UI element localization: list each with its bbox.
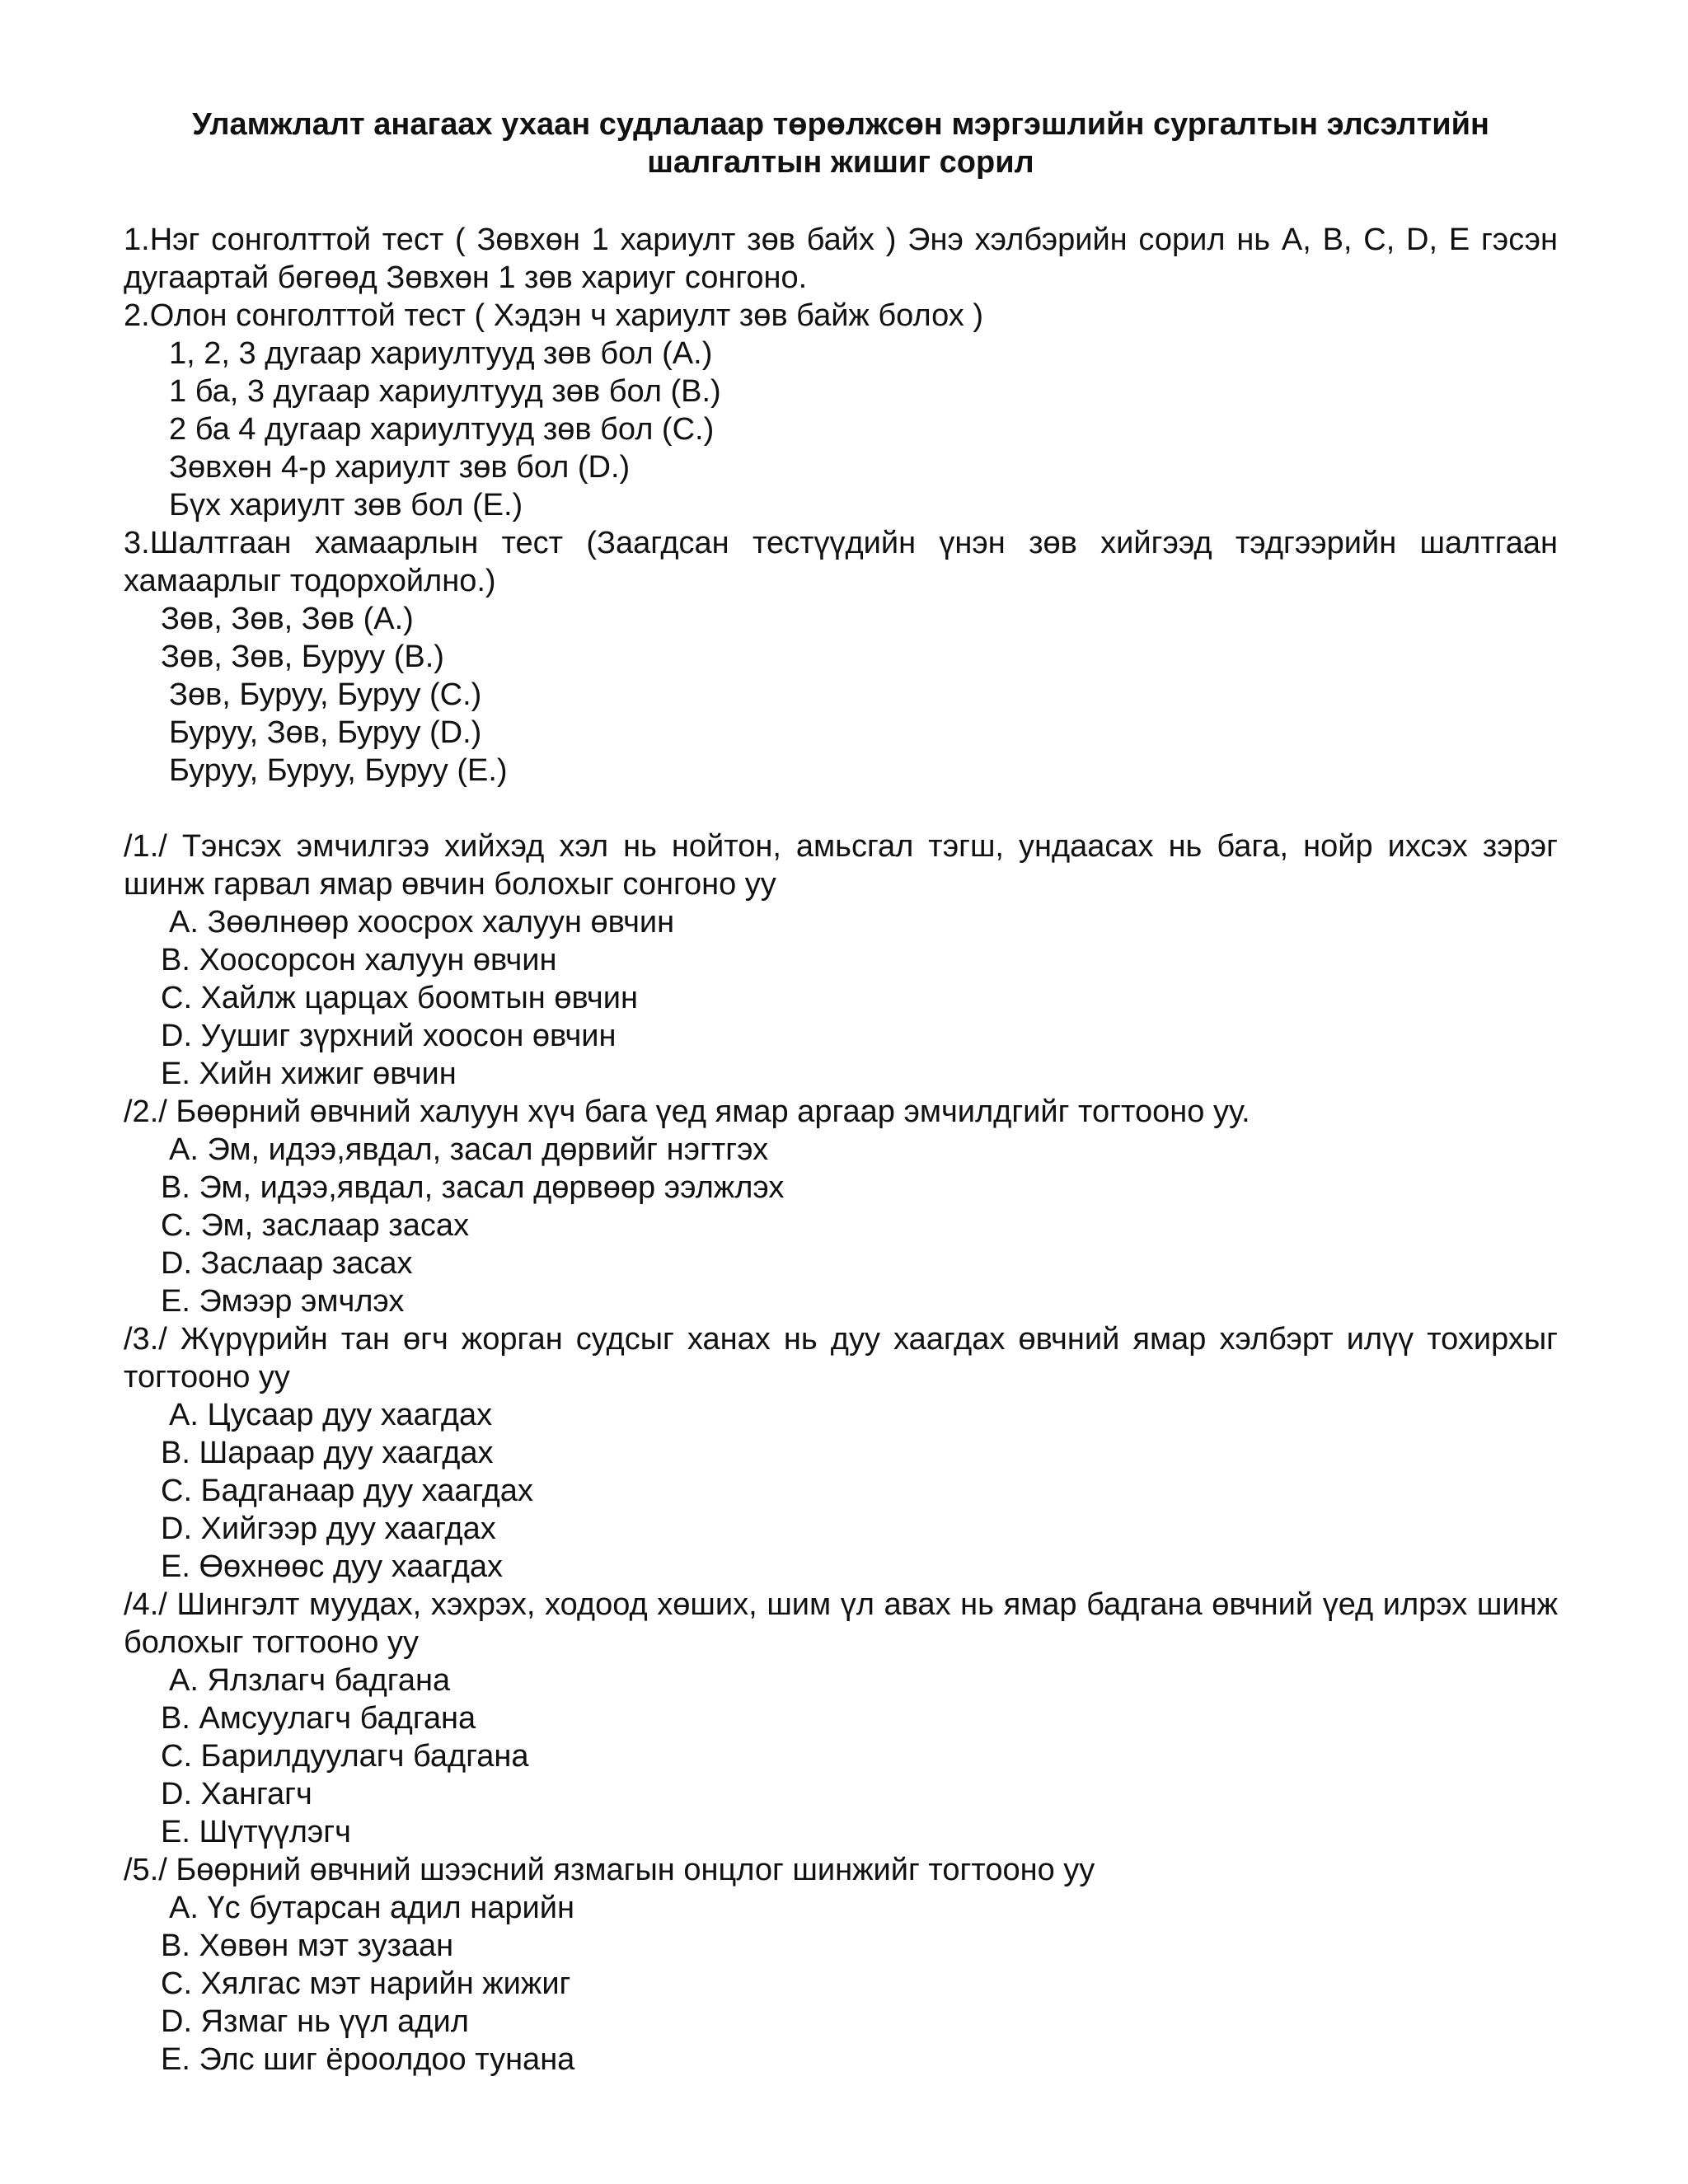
section-spacer [124, 790, 1558, 827]
multi-choice-option: 1 ба, 3 дугаар хариултууд зөв бол (B.) [169, 374, 721, 409]
answer-option: E. Өөхнөөс дуу хаагдах [161, 1549, 503, 1584]
answer-option: E. Хийн хижиг өвчин [161, 1057, 457, 1091]
answer-option: A. Эм, идээ,явдал, засал дөрвийг нэгтгэх [169, 1132, 769, 1167]
answer-option: C. Барилдуулагч бадгана [161, 1739, 529, 1774]
causal-option: Зөв, Зөв, Зөв (A.) [161, 602, 414, 636]
answer-option: C. Эм, заслаар засах [161, 1208, 470, 1243]
answer-option: B. Хоосорсон халуун өвчин [161, 943, 557, 977]
answer-option: D. Хангагч [161, 1777, 312, 1811]
question-text: /5./ Бөөрний өвчний шээсний язмагын онцлог шинжийг тогтооно уу [124, 1853, 1095, 1887]
answer-option: B. Амсуулагч бадгана [161, 1701, 476, 1736]
multi-choice-option: Зөвхөн 4-р хариулт зөв бол (D.) [169, 450, 631, 485]
instructions-section [124, 221, 1558, 790]
question-1 [124, 827, 1558, 1093]
answer-option: A. Зөөлнөөр хоосрох халуун өвчин [169, 905, 675, 940]
answer-option: D. Хийгээр дуу хаагдах [161, 1511, 496, 1546]
question-4 [124, 1586, 1558, 1851]
answer-option: D. Заслаар засах [161, 1246, 413, 1281]
title-line-2: шалгалтын жишиг сорил [647, 145, 1034, 180]
answer-option: D. Уушиг зүрхний хоосон өвчин [161, 1019, 617, 1053]
single-choice-instruction: 1.Нэг сонголттой тест ( Зөвхөн 1 хариулт зөв байх ) Энэ хэлбэрийн сорил нь A, B, C, D, E гэсэн дугаартай бөгөөд Зөвхөн 1 зөв хариуг сонгоно. [124, 223, 1558, 295]
answer-option: B. Шараар дуу хаагдах [161, 1436, 494, 1470]
document-title [124, 105, 1558, 181]
question-2 [124, 1093, 1558, 1320]
questions-section [124, 827, 1558, 2079]
answer-option: A. Үс бутарсан адил нарийн [169, 1891, 574, 1925]
causal-option: Зөв, Буруу, Буруу (C.) [169, 677, 482, 712]
causal-option: Буруу, Буруу, Буруу (E.) [169, 753, 508, 788]
question-text: /1./ Тэнсэх эмчилгээ хийхэд хэл нь нойтон, амьсгал тэгш, ундаасах нь бага, нойр ихсэх зэрэг шинж гарвал ямар өвчин болохыг сонгоно уу [124, 829, 1558, 902]
answer-option: C. Бадганаар дуу хаагдах [161, 1474, 533, 1508]
document-page [124, 105, 1558, 2079]
answer-option: A. Ялзлагч бадгана [169, 1663, 451, 1698]
question-text: /2./ Бөөрний өвчний халуун хүч бага үед ямар аргаар эмчилдгийг тогтооно уу. [124, 1094, 1250, 1129]
answer-option: C. Хялгас мэт нарийн жижиг [161, 1966, 571, 2001]
question-text: /3./ Жүрүрийн тан өгч жорган судсыг ханах нь дуу хаагдах өвчний ямар хэлбэрт илүү тохирхыг тогтооно уу [124, 1322, 1558, 1394]
title-line-1: Уламжлалт анагаах ухаан судлалаар төрөлжсөн мэргэшлийн сургалтын элсэлтийн [192, 107, 1489, 142]
multi-choice-option: 2 ба 4 дугаар хариултууд зөв бол (C.) [169, 412, 715, 447]
question-5 [124, 1851, 1558, 2079]
answer-option: C. Хайлж царцах боомтын өвчин [161, 981, 638, 1015]
causal-option: Буруу, Зөв, Буруу (D.) [169, 715, 482, 750]
causal-option: Зөв, Зөв, Буруу (B.) [161, 640, 444, 674]
answer-option: D. Язмаг нь үүл адил [161, 2004, 469, 2039]
question-text: /4./ Шингэлт муудах, хэхрэх, ходоод хөших, шим үл авах нь ямар бадгана өвчний үед илрэх шинж болохыг тогтооно уу [124, 1587, 1558, 1660]
answer-option: E. Шүтүүлэгч [161, 1815, 351, 1849]
causal-heading: 3.Шалтгаан хамаарлын тест (Заагдсан тестүүдийн үнэн зөв хийгээд тэдгээрийн шалтгаан хамаарлыг тодорхойлно.) [124, 526, 1558, 598]
answer-option: B. Хөвөн мэт зузаан [161, 1929, 454, 1963]
answer-option: E. Эмээр эмчлэх [161, 1284, 405, 1319]
multi-choice-option: 1, 2, 3 дугаар хариултууд зөв бол (A.) [169, 336, 713, 371]
answer-option: E. Элс шиг ёроолдоо тунана [161, 2042, 575, 2077]
multi-choice-option: Бүх хариулт зөв бол (E.) [169, 488, 523, 523]
question-3 [124, 1320, 1558, 1586]
answer-option: A. Цусаар дуу хаагдах [169, 1398, 493, 1432]
answer-option: B. Эм, идээ,явдал, засал дөрвөөр ээлжлэх [161, 1170, 785, 1205]
multi-choice-heading: 2.Олон сонголттой тест ( Хэдэн ч хариулт зөв байж болох ) [124, 298, 983, 333]
